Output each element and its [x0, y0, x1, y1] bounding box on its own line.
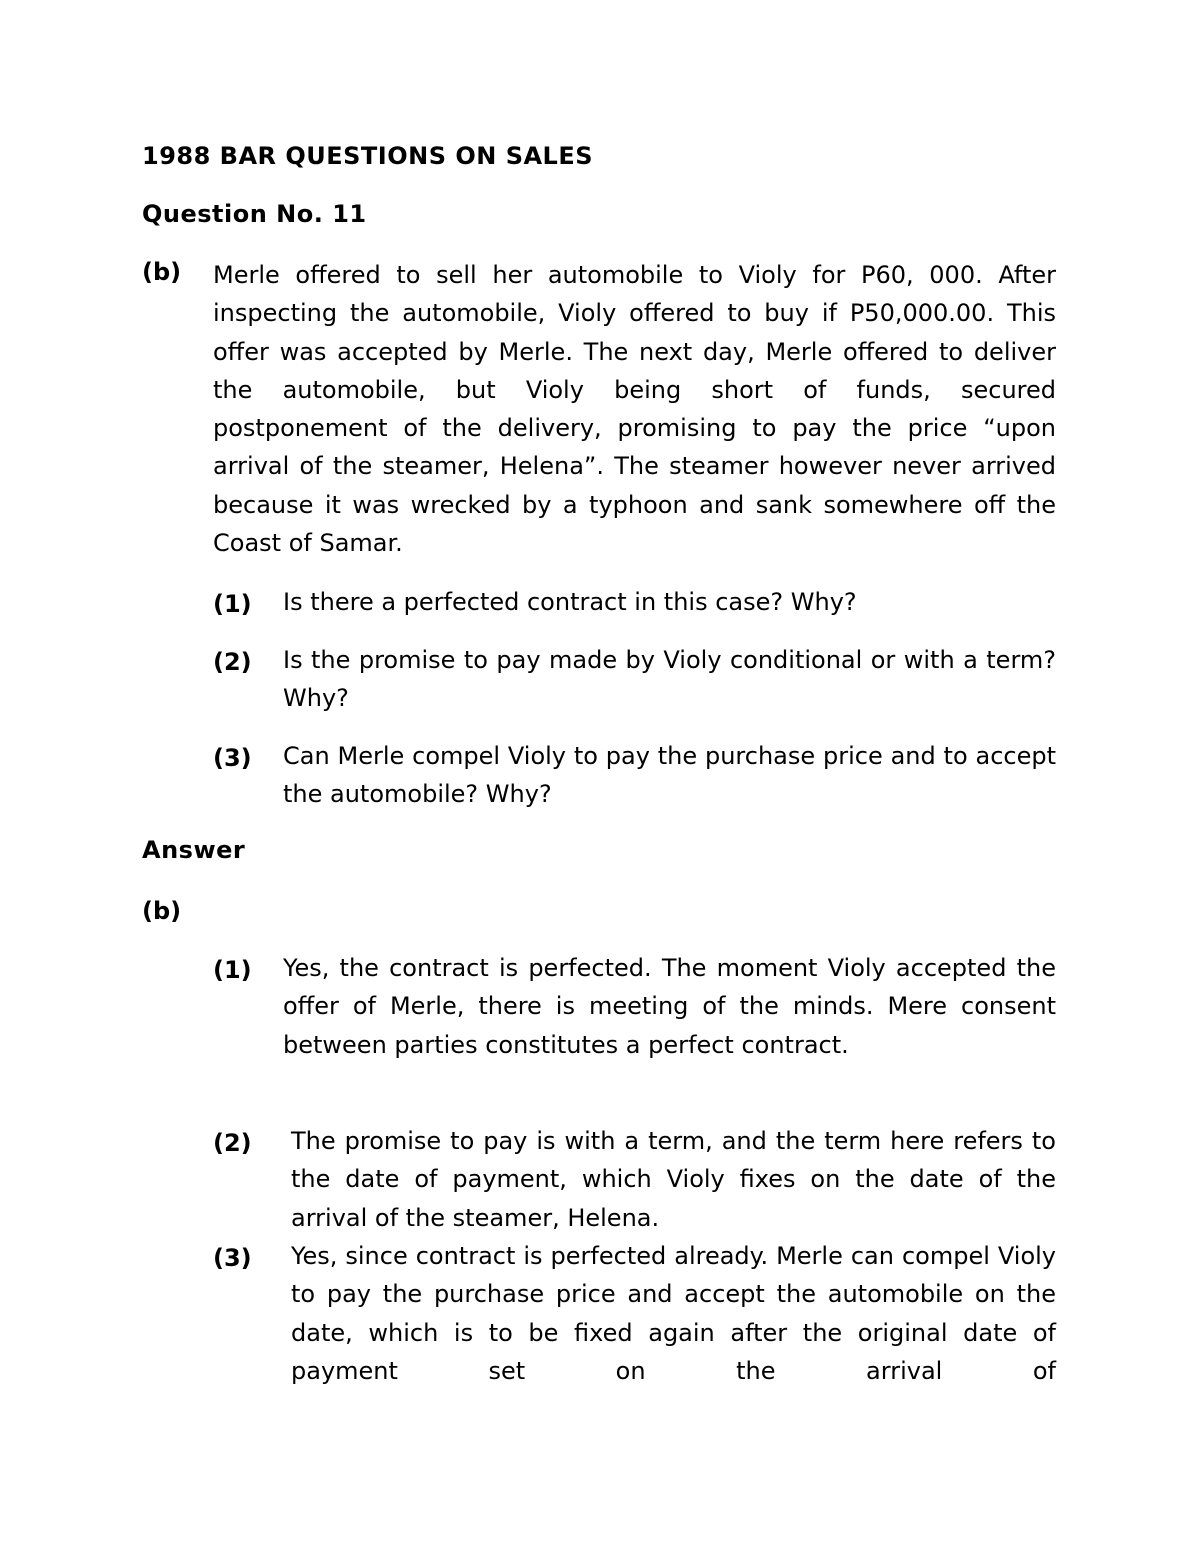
- answer-item-label: (2): [213, 1129, 252, 1157]
- question-text: Merle offered to sell her automobile to Violy for P60, 000. After inspecting the automobile, Violy offered to buy if P50,000.00. This offer was accepted by Merle. The next day, Merle offered to deliver the automobile, but Violy being short of funds, secured postponement of the delivery, promising to pay the price “upon arrival of the steamer, Helena”. The steamer however never arrived because it was wrecked by a typhoon and sank somewhere off the Coast of Samar.: [213, 261, 1056, 558]
- answer-heading: Answer: [142, 836, 246, 864]
- answer-label: (b): [142, 897, 182, 925]
- question-label: (b): [142, 258, 182, 286]
- answer-item-text: Yes, since contract is perfected already. Merle can compel Violy to pay the purchase price and accept the automobile on the date, which is to be fixed again after the original date of payment set on the arrival of: [291, 1242, 1056, 1385]
- answer-item-label: (3): [213, 1244, 252, 1272]
- question-item-label: (2): [213, 648, 252, 676]
- question-item-text: Is there a perfected contract in this case? Why?: [283, 588, 857, 616]
- question-item-text: Can Merle compel Violy to pay the purchase price and to accept the automobile? Why?: [283, 742, 1056, 809]
- question-number: Question No. 11: [142, 200, 367, 228]
- answer-item-label: (1): [213, 956, 252, 984]
- question-item-label: (3): [213, 744, 252, 772]
- answer-item-text: The promise to pay is with a term, and the term here refers to the date of payment, which Violy fixes on the date of the arrival of the steamer, Helena.: [291, 1127, 1056, 1232]
- answer-item-text: Yes, the contract is perfected. The moment Violy accepted the offer of Merle, there is meeting of the minds. Mere consent between parties constitutes a perfect contract.: [283, 954, 1056, 1059]
- question-item-text: Is the promise to pay made by Violy conditional or with a term? Why?: [283, 646, 1056, 713]
- question-item-label: (1): [213, 590, 252, 618]
- document-title: 1988 BAR QUESTIONS ON SALES: [142, 142, 594, 170]
